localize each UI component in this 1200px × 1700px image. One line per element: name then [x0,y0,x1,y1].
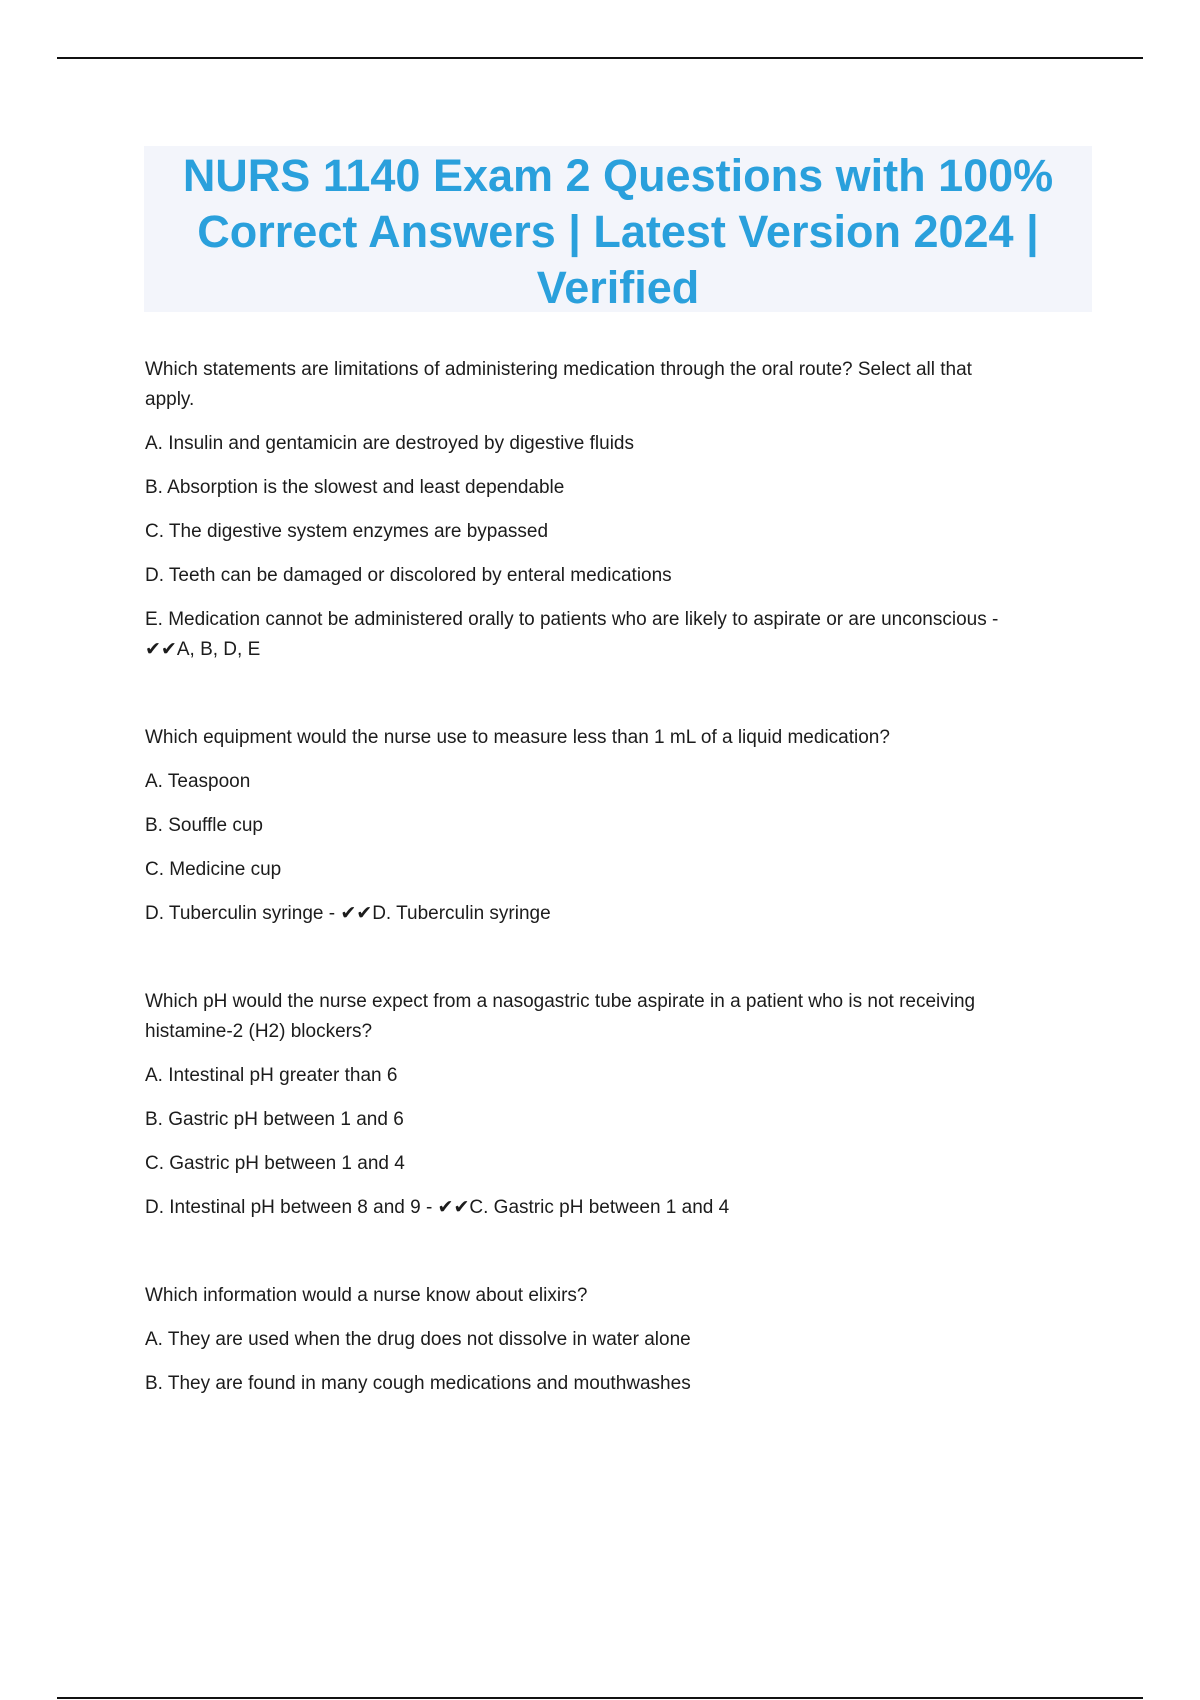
question-2 [145,723,1075,929]
question-stem: Which pH would the nurse expect from a nasogastric tube aspirate in a patient who is not receiving [145,991,976,1012]
title-line-1: NURS 1140 Exam 2 Questions with 100% [182,150,1054,201]
correct-answer: ✔✔A, B, D, E [145,639,261,660]
answer-option: E. Medication cannot be administered orally to patients who are likely to aspirate or are unconscious - [145,609,999,630]
answer-option: C. Medicine cup [145,859,282,880]
answer-option: A. They are used when the drug does not dissolve in water alone [145,1329,691,1350]
question-stem: Which equipment would the nurse use to measure less than 1 mL of a liquid medication? [145,727,890,748]
question-3 [145,987,1075,1223]
answer-option: B. Absorption is the slowest and least dependable [145,477,565,498]
title-line-3: Verified [536,262,700,313]
answer-option: C. The digestive system enzymes are bypassed [145,521,549,542]
question-1 [145,355,1075,665]
correct-answer: D. Tuberculin syringe - ✔✔D. Tuberculin syringe [145,903,551,924]
question-stem: apply. [145,389,195,410]
question-stem: histamine-2 (H2) blockers? [145,1021,373,1042]
answer-option: B. Gastric pH between 1 and 6 [145,1109,404,1130]
answer-option: A. Teaspoon [145,771,251,792]
header-rule [57,57,1143,59]
answer-option: C. Gastric pH between 1 and 4 [145,1153,405,1174]
footer-rule [57,1697,1143,1699]
title-line-2: Correct Answers | Latest Version 2024 | [197,206,1039,257]
question-stem: Which information would a nurse know about elixirs? [145,1285,588,1306]
correct-answer: D. Intestinal pH between 8 and 9 - ✔✔C. Gastric pH between 1 and 4 [145,1197,730,1218]
answer-option: B. They are found in many cough medications and mouthwashes [145,1373,691,1394]
question-4 [145,1281,1075,1399]
answer-option: A. Insulin and gentamicin are destroyed by digestive fluids [145,433,634,454]
answer-option: D. Teeth can be damaged or discolored by enteral medications [145,565,672,586]
question-stem: Which statements are limitations of administering medication through the oral route? Select all that [145,359,972,380]
question-list [145,355,1075,1399]
answer-option: B. Souffle cup [145,815,263,836]
answer-option: A. Intestinal pH greater than 6 [145,1065,398,1086]
document-title [144,146,1092,312]
